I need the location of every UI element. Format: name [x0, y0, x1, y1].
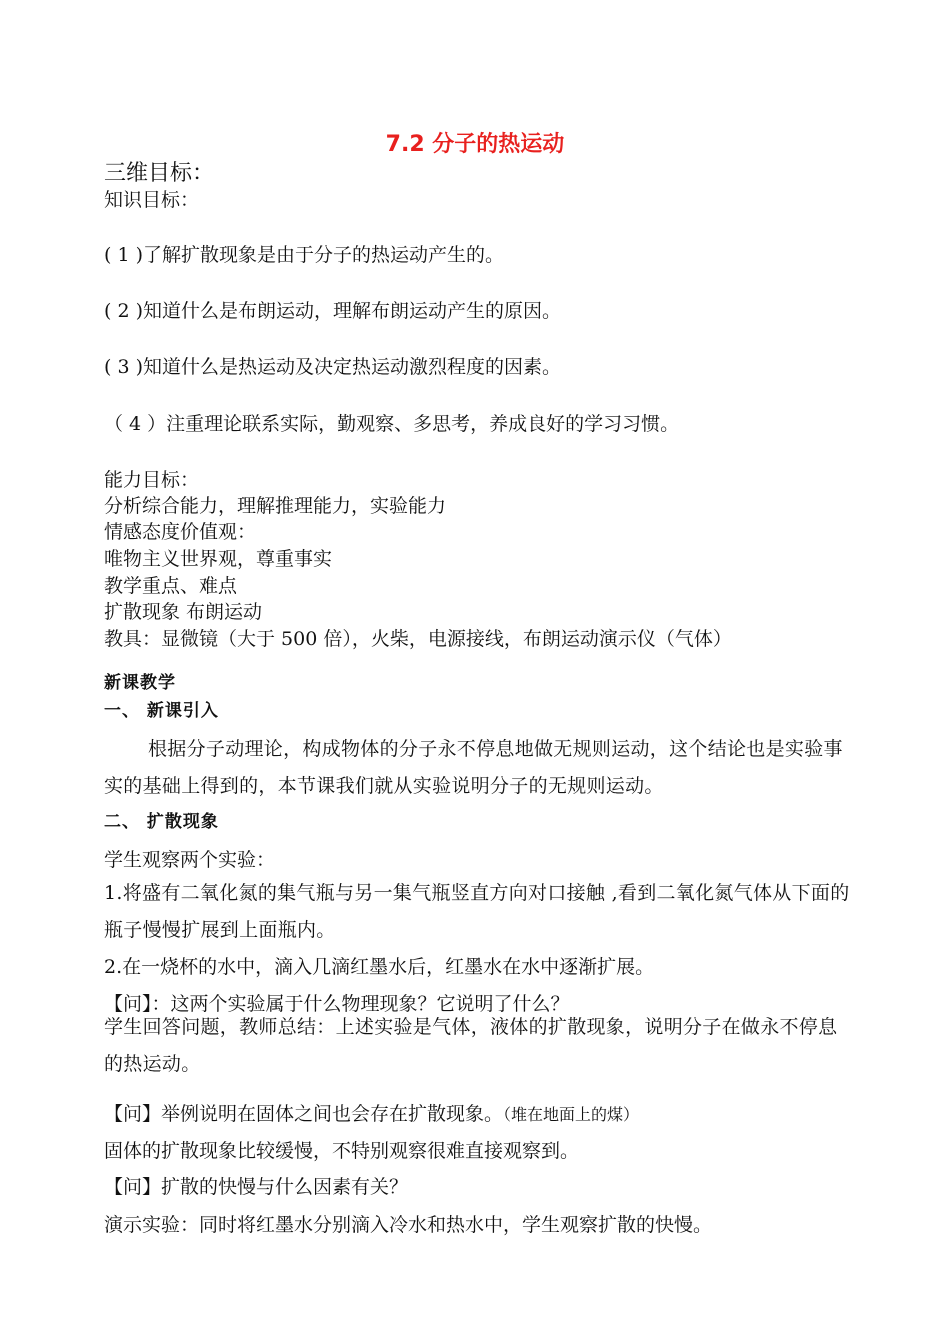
emotion-text: 唯物主义世界观，尊重事实 [104, 548, 333, 570]
new-lesson-heading: 新课教学 [104, 673, 176, 693]
ability-text: 分析综合能力，理解推理能力，实验能力 [104, 495, 447, 517]
ability-heading: 能力目标： [104, 469, 200, 491]
answer-1: 学生回答问题，教师总结：上述实验是气体，液体的扩散现象，说明分子在做永不停息的热运动。 [104, 1016, 838, 1075]
key-heading: 教学重点、难点 [104, 575, 238, 597]
question-2 [104, 1102, 639, 1127]
key-text: 扩散现象 布朗运动 [104, 601, 263, 623]
section1-title: 一、 新课引入 [104, 701, 219, 721]
question-2-note: （堆在地面上的煤） [503, 1105, 640, 1124]
experiment-1: 1.将盛有二氧化氮的集气瓶与另一集气瓶竖直方向对口接触 ,看到二氧化氮气体从下面的瓶子慢慢扩展到上面瓶内。 [104, 882, 850, 941]
question-1: 【问】：这两个实验属于什么物理现象？它说明了什么？ [104, 993, 570, 1015]
knowledge-item-3: ( 3 )知道什么是热运动及决定热运动激烈程度的因素。 [104, 356, 561, 378]
section2-title: 二、 扩散现象 [104, 812, 219, 832]
tools-text: 教具：显微镜（大于 500 倍），火柴，电源接线，布朗运动演示仪（气体） [104, 628, 732, 650]
observe-heading: 学生观察两个实验： [104, 849, 276, 871]
section1-paragraph: 根据分子动理论，构成物体的分子永不停息地做无规则运动，这个结论也是实验事实的基础上得到的，本节课我们就从实验说明分子的无规则运动。 [104, 738, 843, 797]
answer-2: 固体的扩散现象比较缓慢，不特别观察很难直接观察到。 [104, 1140, 580, 1162]
knowledge-item-4: （ 4 ）注重理论联系实际，勤观察、多思考，养成良好的学习习惯。 [104, 413, 680, 435]
emotion-heading: 情感态度价值观： [104, 521, 257, 543]
demo-experiment: 演示实验：同时将红墨水分别滴入冷水和热水中，学生观察扩散的快慢。 [104, 1214, 713, 1236]
question-2-text: 【问】举例说明在固体之间也会存在扩散现象。 [104, 1103, 504, 1125]
knowledge-item-2: ( 2 )知道什么是布朗运动，理解布朗运动产生的原因。 [104, 300, 561, 322]
question-3: 【问】扩散的快慢与什么因素有关？ [104, 1176, 409, 1198]
page-title: 7.2 分子的热运动 [385, 132, 565, 157]
experiment-2: 2.在一烧杯的水中，滴入几滴红墨水后，红墨水在水中逐渐扩展。 [104, 956, 655, 978]
three-dim-heading: 三维目标： [104, 161, 215, 186]
knowledge-item-1: ( 1 )了解扩散现象是由于分子的热运动产生的。 [104, 244, 504, 266]
knowledge-heading: 知识目标： [104, 189, 200, 211]
